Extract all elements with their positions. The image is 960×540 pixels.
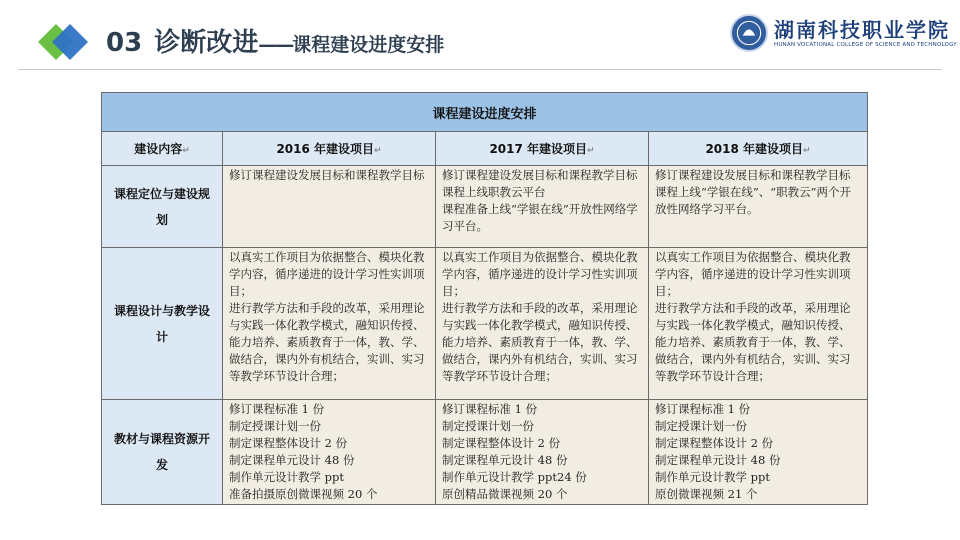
table-cell: 修订课程建设发展目标和课程教学目标 课程上线职教云平台 课程准备上线“学银在线”开放性网络学习平台。 — [436, 166, 649, 248]
section-number: 03 — [106, 28, 143, 58]
column-header: 2018 年建设项目↵ — [649, 132, 868, 166]
table-cell: 以真实工作项目为依据整合、模块化教学内容，循序递进的设计学习性实训项目； 进行教学方法和手段的改革，采用理论与实践一体化教学模式，融知识传授、能力培养、素质教育于一体，教、学、做结合，课内外有机结合，实训、实习等教学环节设计合理； — [223, 248, 436, 400]
column-header: 2017 年建设项目↵ — [436, 132, 649, 166]
table-caption: 课程建设进度安排 — [102, 93, 868, 132]
row-header: 课程设计与教学设计 — [102, 248, 223, 400]
section-title: 诊断改进 — [154, 28, 259, 58]
school-name-cn: 湖南科技职业学院 — [774, 18, 950, 42]
column-header: 建设内容↵ — [102, 132, 223, 166]
page-title — [106, 22, 444, 62]
school-seal-icon — [730, 14, 768, 52]
row-header: 课程定位与建设规划 — [102, 166, 223, 248]
schedule-table — [101, 92, 868, 505]
table-cell: 修订课程标准 1 份 制定授课计划一份 制定课程整体设计 2 份 制定课程单元设计 48 份 制作单元设计教学 ppt 准备拍摄原创微课视频 20 个 — [223, 400, 436, 505]
school-logo — [730, 14, 957, 58]
section-logo-icon — [36, 20, 98, 64]
school-name-en: HUNAN VOCATIONAL COLLEGE OF SCIENCE AND TECHNOLOGY — [774, 42, 957, 48]
table-cell: 修订课程标准 1 份 制定授课计划一份 制定课程整体设计 2 份 制定课程单元设计 48 份 制作单元设计教学 ppt 原创微课视频 21 个 — [649, 400, 868, 505]
title-dash: —— — [258, 34, 293, 56]
header-divider — [18, 69, 942, 70]
table-cell: 修订课程建设发展目标和课程教学目标 — [223, 166, 436, 248]
table-row — [102, 248, 868, 400]
table-cell: 修订课程标准 1 份 制定授课计划一份 制定课程整体设计 2 份 制定课程单元设计 48 份 制作单元设计教学 ppt24 份 原创精品微课视频 20 个 — [436, 400, 649, 505]
table-cell: 以真实工作项目为依据整合、模块化教学内容，循序递进的设计学习性实训项目； 进行教学方法和手段的改革，采用理论与实践一体化教学模式，融知识传授、能力培养、素质教育于一体，教、学、做结合，课内外有机结合，实训、实习等教学环节设计合理； — [649, 248, 868, 400]
table-cell: 以真实工作项目为依据整合、模块化教学内容，循序递进的设计学习性实训项目； 进行教学方法和手段的改革，采用理论与实践一体化教学模式，融知识传授、能力培养、素质教育于一体，教、学、做结合，课内外有机结合，实训、实习等教学环节设计合理； — [436, 248, 649, 400]
section-subtitle: 课程建设进度安排 — [292, 34, 445, 56]
column-header: 2016 年建设项目↵ — [223, 132, 436, 166]
row-header: 教材与课程资源开发 — [102, 400, 223, 505]
table-header-row — [102, 132, 868, 166]
table-cell: 修订课程建设发展目标和课程教学目标 课程上线“学银在线”、“职教云”两个开放性网络学习平台。 — [649, 166, 868, 248]
table-row — [102, 400, 868, 505]
table-row — [102, 166, 868, 248]
